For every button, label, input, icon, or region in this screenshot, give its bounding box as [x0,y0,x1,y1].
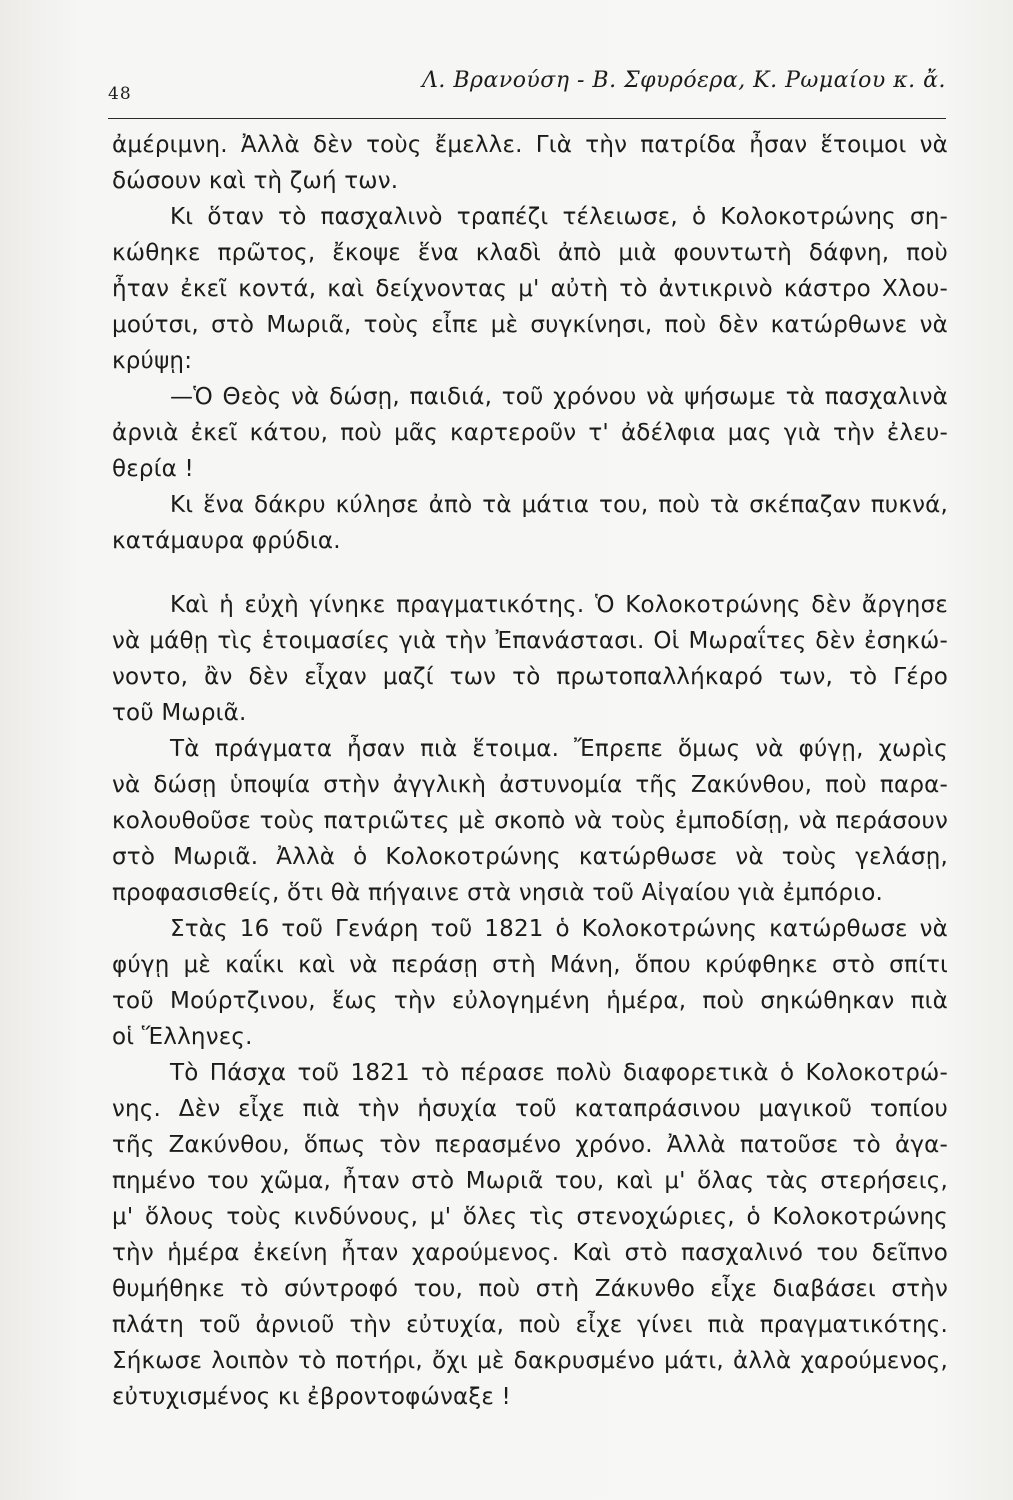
paragraph [112,130,948,197]
text-line: μ' ὅλους τοὺς κινδύνους, μ' ὅλες τὶς στενοχώριες, ὁ Κολοκοτρώνης [112,1204,948,1230]
text-line: θερία ! [112,456,194,482]
text-line: νὰ δώσῃ ὑποψία στὴν ἀγγλικὴ ἀστυνομία τῆς Ζακύνθου, ποὺ παρα- [112,772,948,798]
paragraph [112,590,948,729]
text-line: πημένο του χῶμα, ἦταν στὸ Μωριᾶ του, καὶ μ' ὅλας τὰς στερήσεις, [112,1168,948,1194]
paragraph [112,490,948,557]
text-line: Τὰ πράγματα ἦσαν πιὰ ἕτοιμα. Ἔπρεπε ὅμως νὰ φύγῃ, χωρὶς [170,736,948,762]
text-line: ἀρνιὰ ἐκεῖ κάτου, ποὺ μᾶς καρτεροῦν τ' ἀδέλφια μας γιὰ τὴν ἐλευ- [112,420,948,446]
text-line: κολουθοῦσε τοὺς πατριῶτες μὲ σκοπὸ νὰ τοὺς ἐμποδίσῃ, νὰ περάσουν [112,808,948,834]
text-line: τοῦ Μούρτζινου, ἕως τὴν εὐλογημένη ἡμέρα, ποὺ σηκώθηκαν πιὰ [112,988,948,1014]
text-line: Σήκωσε λοιπὸν τὸ ποτήρι, ὄχι μὲ δακρυσμένο μάτι, ἀλλὰ χαρούμενος, [112,1348,948,1374]
page-number: 48 [108,84,132,104]
text-line: Τὸ Πάσχα τοῦ 1821 τὸ πέρασε πολὺ διαφορετικὰ ὁ Κολοκοτρώ- [170,1060,948,1086]
text-line: τὴν ἡμέρα ἐκείνη ἦταν χαρούμενος. Καὶ στὸ πασχαλινό του δεῖπνο [112,1240,948,1266]
text-line: οἱ Ἕλληνες. [112,1024,253,1050]
text-line: μούτσι, στὸ Μωριᾶ, τοὺς εἶπε μὲ συγκίνησι, ποὺ δὲν κατώρθωνε νὰ [112,312,948,338]
text-line: Κι ἕνα δάκρυ κύλησε ἀπὸ τὰ μάτια του, ποὺ τὰ σκέπαζαν πυκνά, [170,492,948,518]
text-line: ἀμέριμνη. Ἀλλὰ δὲν τοὺς ἔμελλε. Γιὰ τὴν πατρίδα ἦσαν ἕτοιμοι νὰ [112,132,948,158]
page-header [108,62,946,119]
text-line: προφασισθείς, ὅτι θὰ πήγαινε στὰ νησιὰ τοῦ Αἰγαίου γιὰ ἐμπόριο. [112,880,883,906]
paragraph [112,1058,948,1413]
text-line: τοῦ Μωριᾶ. [112,700,247,726]
text-line: κρύψῃ: [112,348,193,374]
text-line: πλάτη τοῦ ἀρνιοῦ τὴν εὐτυχία, ποὺ εἶχε γίνει πιὰ πραγματικότης. [112,1312,948,1338]
text-line: φύγῃ μὲ καΐκι καὶ νὰ περάσῃ στὴ Μάνη, ὅπου κρύφθηκε στὸ σπίτι [112,952,948,978]
text-line: θυμήθηκε τὸ σύντροφό του, ποὺ στὴ Ζάκυνθο εἶχε διαβάσει στὴν [112,1276,948,1302]
running-head: Λ. Βρανούση - Β. Σφυρόερα, Κ. Ρωμαίου κ. ἄ. [421,68,946,93]
text-line: κατάμαυρα φρύδια. [112,528,341,554]
text-line: Κι ὅταν τὸ πασχαλινὸ τραπέζι τέλειωσε, ὁ Κολοκοτρώνης ση- [170,204,948,230]
text-line: δώσουν καὶ τὴ ζωή των. [112,168,399,194]
text-line: τῆς Ζακύνθου, ὅπως τὸν περασμένο χρόνο. Ἀλλὰ πατοῦσε τὸ ἀγα- [112,1132,948,1158]
text-line: στὸ Μωριᾶ. Ἀλλὰ ὁ Κολοκοτρώνης κατώρθωσε νὰ τοὺς γελάσῃ, [112,844,948,870]
text-line: εὐτυχισμένος κι ἐβροντοφώναξε ! [112,1384,511,1410]
paragraph [112,202,948,377]
text-line: κώθηκε πρῶτος, ἔκοψε ἕνα κλαδὶ ἀπὸ μιὰ φουντωτὴ δάφνη, ποὺ [112,240,948,266]
text-line: νης. Δὲν εἶχε πιὰ τὴν ἡσυχία τοῦ καταπράσινου μαγικοῦ τοπίου [112,1096,948,1122]
paragraph [112,734,948,909]
text-line: νὰ μάθῃ τὶς ἑτοιμασίες γιὰ τὴν Ἐπανάστασι. Οἱ Μωραΐτες δὲν ἐσηκώ- [112,628,948,654]
text-line: ἦταν ἐκεῖ κοντά, καὶ δείχνοντας μ' αὐτὴ τὸ ἀντικρινὸ κάστρο Χλου- [112,276,948,302]
body-text [112,130,948,1418]
paragraph-gap [112,562,948,590]
paragraph [112,914,948,1053]
paragraph [112,382,948,485]
text-line: Στὰς 16 τοῦ Γενάρη τοῦ 1821 ὁ Κολοκοτρώνης κατώρθωσε νὰ [170,916,948,942]
text-line: Καὶ ἡ εὐχὴ γίνηκε πραγματικότης. Ὁ Κολοκοτρώνης δὲν ἄργησε [170,592,948,618]
text-line: νοντο, ἂν δὲν εἶχαν μαζί των τὸ πρωτοπαλλήκαρό των, τὸ Γέρο [112,664,948,690]
text-line: —Ὁ Θεὸς νὰ δώσῃ, παιδιά, τοῦ χρόνου νὰ ψήσωμε τὰ πασχαλινὰ [170,384,948,410]
